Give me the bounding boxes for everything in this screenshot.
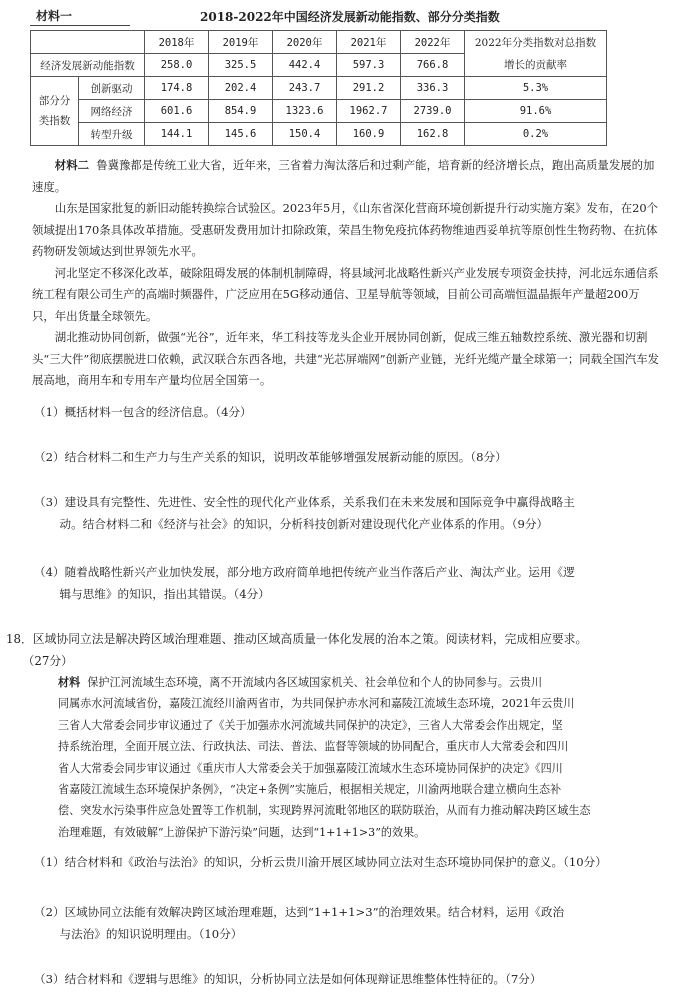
header-cell: 2018年 — [145, 31, 209, 54]
material-line: 省嘉陵江流域生态环境保护条例》，“决定+条例”实施后，根据相关规定，川渝两地联合建立横向生态补 — [58, 783, 562, 797]
question-18-2 — [34, 901, 659, 945]
row-label: 经济发展新动能指数 — [31, 54, 145, 77]
material2-p1-text: 鲁冀豫都是传统工业大省，近年来，三省着力淘汰落后和过剩产能，培育新的经济增长点，跑出高质量发展的加速度。 — [32, 158, 655, 194]
table-cell: 144.1 — [145, 123, 209, 146]
table-cell: 1962.7 — [337, 100, 401, 123]
header-cell: 2019年 — [209, 31, 273, 54]
material-label: 材料 — [58, 676, 81, 689]
question-text-continued: 辑与思维》的知识，指出其错误。（4分） — [59, 587, 270, 601]
material2-paragraph-4: 湖北推动协同创新，做强“光谷”，近年来，华工科技等龙头企业开展协同创新，促成三维五轴数控系统、激光器和切割头“三大件”彻底摆脱进口依赖，武汉联合东西各地，共建“光芯屏端网”创新产业链，光纤光缆产量全球第一；同载全国汽车发展高地，商用车和专用车产量均位居全国第一。 — [32, 330, 659, 387]
table-cell: 597.3 — [337, 54, 401, 77]
table-cell: 0.2% — [465, 123, 607, 146]
table-caption: 2018-2022年中国经济发展新动能指数、部分分类指数 — [200, 10, 500, 24]
table-cell: 325.5 — [209, 54, 273, 77]
question-17-4 — [34, 561, 659, 605]
table-header-row — [31, 31, 607, 54]
question-17-3 — [34, 491, 659, 535]
table-cell: 162.8 — [401, 123, 465, 146]
material-line: 持系统治理，全面开展立法、行政执法、司法、普法、监督等领域的协同配合，重庆市人大常委会和四川 — [58, 740, 569, 754]
table-cell: 291.2 — [337, 77, 401, 100]
question-text: （2）区域协同立法能有效解决跨区域治理难题，达到“1+1+1>3”的治理效果。结合材料，运用《政治 — [34, 905, 565, 919]
table-corner-cell — [31, 31, 145, 54]
question-17-2 — [34, 446, 659, 468]
row-label: 网络经济 — [79, 100, 145, 123]
question-18-stem-line2: （27分） — [22, 654, 73, 668]
table-cell: 442.4 — [273, 54, 337, 77]
table-row — [31, 100, 607, 123]
table-cell: 160.9 — [337, 123, 401, 146]
question-18-3 — [34, 968, 659, 990]
question-18-stem-line1: 18．区域协同立法是解决跨区域治理难题、推动区域高质量一体化发展的治本之策。阅读材料，完成相应要求。 — [6, 632, 588, 646]
question-text-continued: 与法治》的知识说明理由。（10分） — [59, 927, 243, 941]
material2-paragraph-3: 河北坚定不移深化改革，破除阻碍发展的体制机制障碍，将县域河北战略性新兴产业发展专项资金扶持，河北远东通信系统工程有限公司生产的高端时频器件，广泛应用在5G移动通信、卫星导航等领域，目前公司高端恒温晶振年产量超200万只，年出货量全球领先。 — [32, 265, 659, 323]
question-text: （4）随着战略性新兴产业加快发展，部分地方政府简单地把传统产业当作落后产业、淘汰产业。运用《逻 — [34, 565, 575, 579]
material2-paragraph-1 — [32, 155, 662, 198]
question-18-stem — [6, 628, 666, 672]
table-cell: 601.6 — [145, 100, 209, 123]
table-row — [31, 123, 607, 146]
material2-label: 材料二 — [54, 158, 89, 172]
material2-paragraph-2: 山东是国家批复的新旧动能转换综合试验区。2023年5月，《山东省深化营商环境创新提升行动实施方案》发布，在20个领域提出170条具体改革措施。受惠研发费用加计扣除政策，荣昌生物免疫抗体药物维迪西妥单抗等原创性生物药物、在抗体药物研发领域达到世界领先水平。 — [32, 201, 658, 258]
header-cell-contribution: 2022年分类指数对总指数增长的贡献率 — [465, 31, 607, 77]
question-text: （2）结合材料二和生产力与生产关系的知识，说明改革能够增强发展新动能的原因。（8分） — [34, 450, 507, 464]
table-cell: 91.6% — [465, 100, 607, 123]
table-cell: 150.4 — [273, 123, 337, 146]
material1-underline — [30, 25, 130, 26]
question-text: （1）概括材料一包含的经济信息。（4分） — [34, 405, 252, 419]
material-line: 同属赤水河流域省份，嘉陵江流经川渝两省市，为共同保护赤水河和嘉陵江流域生态环境，2021年云贵川 — [58, 697, 575, 711]
table-cell: 854.9 — [209, 100, 273, 123]
header-cell: 2020年 — [273, 31, 337, 54]
table-cell: 202.4 — [209, 77, 273, 100]
table-cell: 145.6 — [209, 123, 273, 146]
material-line — [58, 672, 630, 693]
question-18-1 — [34, 851, 659, 873]
row-label: 转型升级 — [79, 123, 145, 146]
table-row — [31, 77, 607, 100]
material-line: 三省人大常委会同步审议通过了《关于加强赤水河流域共同保护的决定》，三省人大常委会作出规定，坚 — [58, 718, 563, 732]
material2-block — [32, 155, 662, 392]
question-17-1 — [34, 401, 659, 423]
header-cell: 2021年 — [337, 31, 401, 54]
table-cell: 258.0 — [145, 54, 209, 77]
table-cell: 243.7 — [273, 77, 337, 100]
table-cell: 174.8 — [145, 77, 209, 100]
group-label: 部分分类指数 — [31, 77, 79, 146]
material-line: 偿、突发水污染事件应急处置等工作机制，实现跨界河流毗邻地区的联防联治，从而有力推动解决跨区域生态 — [58, 804, 591, 818]
table-cell: 5.3% — [465, 77, 607, 100]
question-text: （1）结合材料和《政治与法治》的知识，分析云贵川渝开展区域协同立法对生态环境协同保护的意义。（10分） — [34, 855, 607, 869]
question-text: （3）结合材料和《逻辑与思维》的知识，分析协同立法是如何体现辩证思维整体性特征的。（7分） — [34, 972, 542, 986]
table-cell: 2739.0 — [401, 100, 465, 123]
material1-label: 材料一 — [36, 9, 73, 23]
table-cell: 336.3 — [401, 77, 465, 100]
material-line: 省人大常委会同步审议通过《重庆市人大常委会关于加强嘉陵江流域水生态环境协同保护的决定》《四川 — [58, 761, 563, 775]
material-line: 治理难题，有效破解“上游保护下游污染”问题，达到“1+1+1>3”的效果。 — [58, 825, 426, 839]
question-text: （3）建设具有完整性、先进性、安全性的现代化产业体系，关系我们在未来发展和国际竞争中赢得战略主 — [34, 495, 575, 509]
question-18-material — [58, 672, 630, 843]
material-line-text: 保护江河流域生态环境，离不开流域内各区域国家机关、社会单位和个人的协同参与。云贵川 — [87, 676, 543, 689]
row-label: 创新驱动 — [79, 77, 145, 100]
table-cell: 766.8 — [401, 54, 465, 77]
index-table — [30, 30, 607, 146]
question-text-continued: 动。结合材料二和《经济与社会》的知识，分析科技创新对建设现代化产业体系的作用。（9分） — [59, 517, 549, 531]
header-cell: 2022年 — [401, 31, 465, 54]
table-cell: 1323.6 — [273, 100, 337, 123]
